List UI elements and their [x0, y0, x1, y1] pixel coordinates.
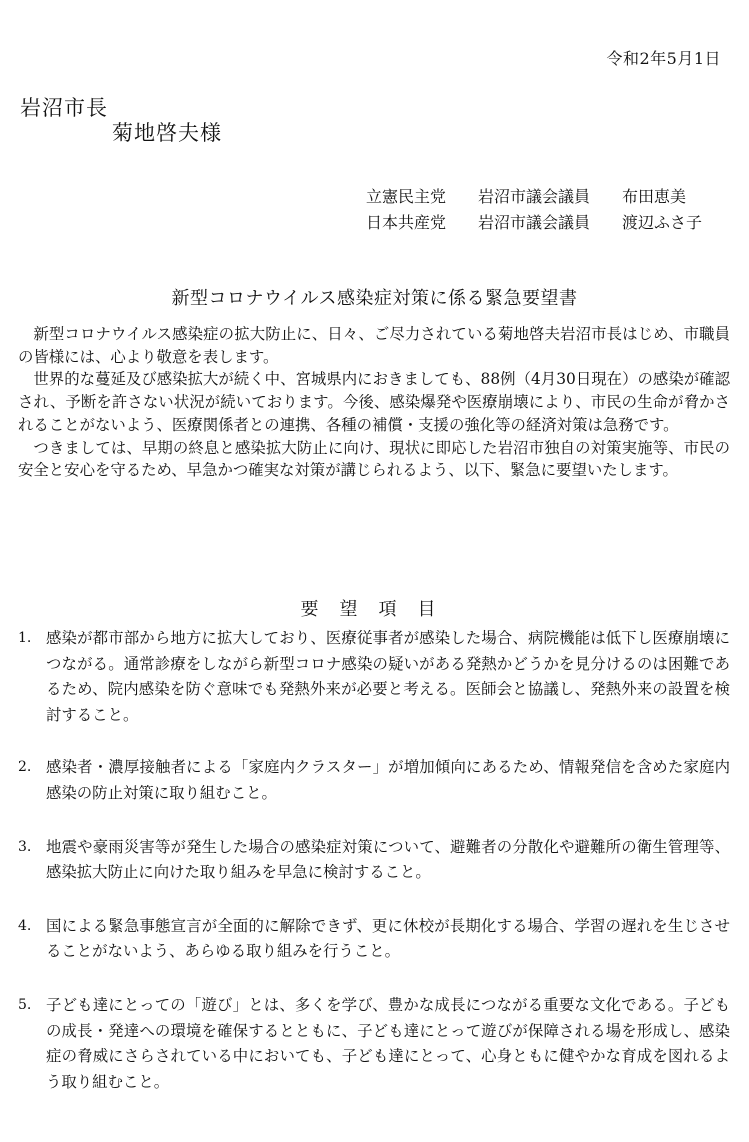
document-title: 新型コロナウイルス感染症対策に係る緊急要望書 — [171, 288, 578, 309]
body-paragraph: 新型コロナウイルス感染症の拡大防止に、日々、ご尽力されている菊地啓夫岩沼市長はじめ、市職員の皆様には、心より敬意を表します。 — [18, 325, 730, 366]
body-text — [18, 323, 730, 482]
request-text: 感染が都市部から地方に拡大しており、医療従事者が感染した場合、病院機能は低下し医療崩壊につながる。通常診療をしながら新型コロナ感染の疑いがある発熱かどうかを見分けるのは困難であるため、院内感染を防ぐ意味でも発熱外来が必要と考える。医師会と協議し、発熱外来の設置を検討すること。 — [46, 629, 730, 724]
request-text: 感染者・濃厚接触者による「家庭内クラスター」が増加傾向にあるため、情報発信を含めた家庭内感染の防止対策に取り組むこと。 — [46, 758, 730, 802]
request-item — [18, 914, 730, 965]
request-number: 1. — [18, 630, 32, 646]
sender-party: 立憲民主党 — [366, 187, 447, 206]
sender-party: 日本共産党 — [366, 213, 447, 232]
request-text: 国による緊急事態宣言が全面的に解除できず、更に休校が長期化する場合、学習の遅れを生じさせることがないよう、あらゆる取り組みを行うこと。 — [46, 916, 730, 961]
body-paragraph: つきましては、早期の終息と感染拡大防止に向け、現状に即応した岩沼市独自の対策実施等、市民の安全と安心を守るため、早急かつ確実な対策が講じられるよう、以下、緊急に要望いたします。 — [18, 438, 730, 480]
sender-block — [366, 184, 702, 236]
request-item — [18, 626, 730, 728]
addressee-title: 岩沼市長 — [20, 96, 108, 120]
request-item — [18, 993, 730, 1095]
request-text: 地震や豪雨災害等が発生した場合の感染症対策について、避難者の分散化や避難所の衛生管理等、感染拡大防止に向けた取り組みを早急に検討すること。 — [46, 837, 730, 882]
request-item — [18, 835, 730, 886]
request-list — [18, 626, 730, 1095]
document-date: 令和2年5月1日 — [606, 49, 721, 68]
sender-name: 布田恵美 — [622, 187, 687, 206]
sender-name: 渡辺ふさ子 — [622, 213, 703, 232]
sender-role: 岩沼市議会議員 — [478, 187, 591, 206]
addressee-name: 菊地啓夫様 — [112, 121, 222, 145]
sender-line — [366, 184, 702, 210]
requests-heading: 要望項目 — [300, 599, 457, 620]
request-item — [18, 755, 730, 806]
request-number: 3. — [18, 838, 32, 855]
request-text: 子ども達にとっての「遊び」とは、多くを学び、豊かな成長につながる重要な文化である。子どもの成長・発達への環境を確保するとともに、子ども達にとって遊びが保障される場を形成し、感染症の脅威にさらされている中においても、子ども達にとって、心身ともに健やかな育成を図れるよう取り組むこと。 — [46, 995, 730, 1091]
request-number: 2. — [18, 759, 32, 776]
sender-role: 岩沼市議会議員 — [478, 213, 591, 232]
sender-line — [366, 210, 702, 236]
request-number: 5. — [18, 996, 32, 1013]
request-number: 4. — [18, 917, 32, 934]
body-paragraph: 世界的な蔓延及び感染拡大が続く中、宮城県内におきましても、88例（4月30日現在）の感染が確認され、予断を許さない状況が続いております。今後、感染爆発や医療崩壊により、市民の生命が脅かされることがないよう、医療関係者との連携、各種の補償・支援の強化等の経済対策は急務です。 — [18, 370, 730, 434]
